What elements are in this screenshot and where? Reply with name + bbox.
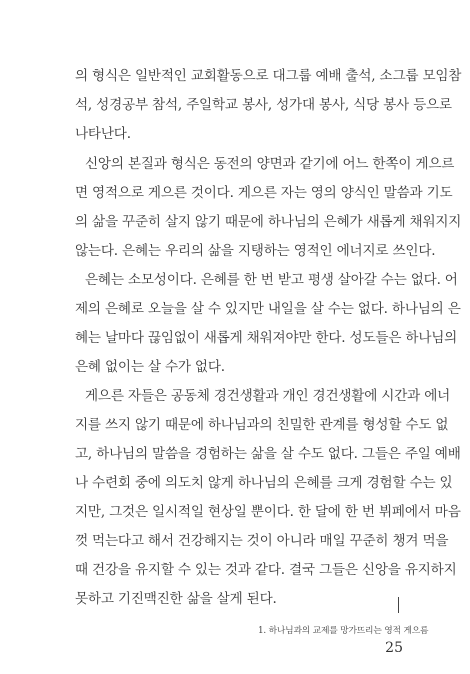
footer-divider [398, 597, 399, 613]
body-line: 나 수련회 중에 의도치 않게 하나님의 은혜를 크게 경험할 수는 있 [75, 475, 453, 491]
page-number: 25 [385, 640, 403, 656]
paragraph-first-line: 게으른 자들은 공동체 경건생활과 개인 경건생활에 시간과 에너 [85, 388, 451, 404]
body-line: 은혜 없이는 살 수가 없다. [75, 359, 225, 375]
paragraph-first-line: 신앙의 본질과 형식은 동전의 양면과 같기에 어느 한쪽이 게으르 [85, 156, 455, 172]
running-title: 1. 하나님과의 교제를 망가뜨리는 영적 게으름 [258, 626, 429, 636]
paragraph-first-line: 은혜는 소모성이다. 은혜를 한 번 받고 평생 살아갈 수는 없다. 어 [85, 272, 458, 288]
body-line: 제의 은혜로 오늘을 살 수 있지만 내일을 살 수는 없다. 하나님의 은 [75, 301, 461, 317]
body-line: 고, 하나님의 말씀을 경험하는 삶을 살 수도 없다. 그들은 주일 예배 [75, 446, 461, 462]
body-line: 껏 먹는다고 해서 건강해지는 것이 아니라 매일 꾸준히 챙겨 먹을 [75, 533, 449, 549]
body-line: 지만, 그것은 일시적일 현상일 뿐이다. 한 달에 한 번 뷔페에서 마음 [75, 504, 461, 520]
body-line: 않는다. 은혜는 우리의 삶을 지탱하는 영적인 에너지로 쓰인다. [75, 243, 436, 259]
body-line: 석, 성경공부 참석, 주일학교 봉사, 성가대 봉사, 식당 봉사 등으로 [75, 97, 452, 113]
body-line: 지를 쓰지 않기 때문에 하나님과의 친밀한 관계를 형성할 수도 없 [75, 417, 449, 433]
body-line: 때 건강을 유지할 수 있는 것과 같다. 결국 그들은 신앙을 유지하지 [75, 562, 457, 578]
body-line: 의 삶을 꾸준히 살지 않기 때문에 하나님의 은혜가 새롭게 채워지지 [75, 214, 462, 230]
body-line: 혜는 날마다 끊임없이 새롭게 채워져야만 한다. 성도들은 하나님의 [75, 330, 458, 346]
body-line: 면 영적으로 게으른 것이다. 게으른 자는 영의 양식인 말씀과 기도 [75, 185, 453, 201]
body-line: 나타난다. [75, 126, 131, 142]
body-line: 못하고 기진맥진한 삶을 살게 된다. [75, 591, 277, 607]
body-line: 의 형식은 일반적인 교회활동으로 대그룹 예배 출석, 소그룹 모임참 [75, 68, 462, 84]
